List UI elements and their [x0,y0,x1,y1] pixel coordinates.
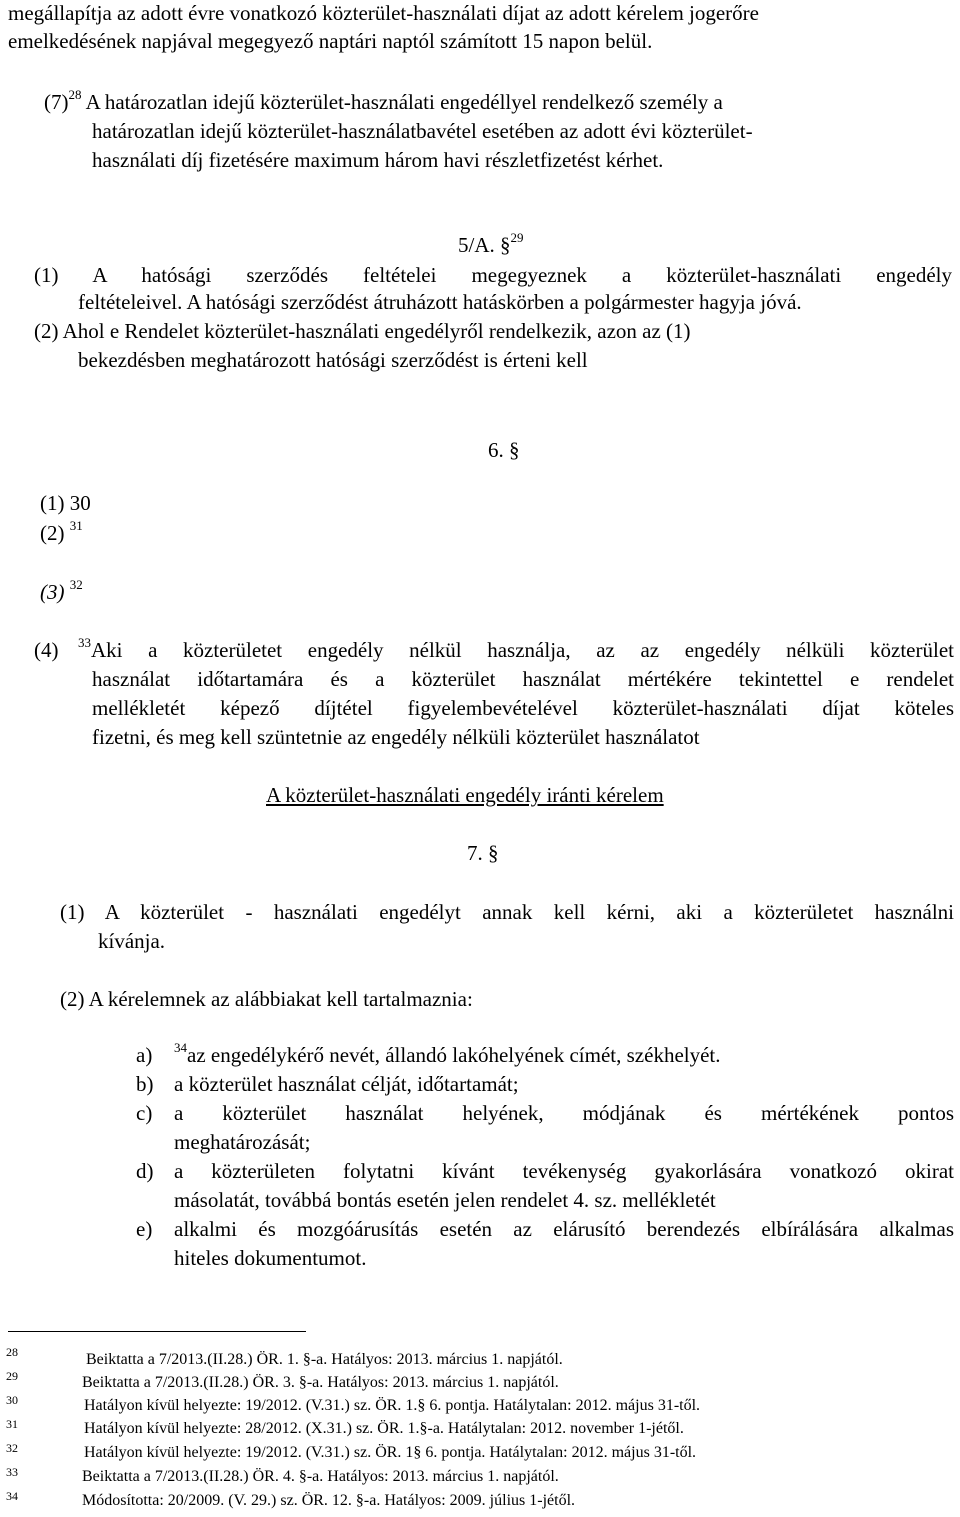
list-item-d-line-2: másolatát, továbbá bontás esetén jelen rendelet 4. sz. mellékletét [174,1188,716,1212]
footnote-ref-28: 28 [68,87,82,102]
section-6-p4-line-2: használat időtartamára és a közterület használat mértékére tekintettel e rendelet [92,667,954,691]
footnote-number: 31 [6,1417,18,1431]
footnote-text: Hatályon kívül helyezte: 19/2012. (V.31.) sz. ÖR. 1§ 6. pontja. Hatálytalan: 2012. május 31-től. [84,1444,697,1461]
footnote-ref-34: 34 [174,1040,187,1055]
footnote-text: Módosította: 20/2009. (V. 29.) sz. ÖR. 12. §-a. Hatályos: 2009. július 1-jétől. [82,1492,576,1509]
section-6-p1: (1) 30 [40,491,91,515]
section-5a-p2-line-2: bekezdésben meghatározott hatósági szerződést is érteni kell [78,348,588,372]
list-item-a-letter: a) [136,1043,153,1067]
list-item-d-letter: d) [136,1159,154,1183]
section-5a-p1-line-2: feltételeivel. A hatósági szerződést átruházott hatáskörben a polgármester hagyja jóvá. [78,290,802,314]
list-item-e-line-2: hiteles dokumentumot. [174,1246,367,1270]
section-6-p4-number: (4) [34,638,59,662]
list-item-b: a közterület használat célját, időtartamát; [174,1072,519,1096]
footnote-text: Beiktatta a 7/2013.(II.28.) ÖR. 4. §-a. Hatályos: 2013. március 1. napjától. [82,1468,559,1485]
footnote-ref-33: 33 [78,635,91,650]
footnote-text: Hatályon kívül helyezte: 19/2012. (V.31.) sz. ÖR. 1.§ 6. pontja. Hatálytalan: 2012. május 31-től. [84,1397,701,1414]
section-7-p1-line-1: (1) A közterület - használati engedélyt annak kell kérni, aki a közterületet használni [60,900,954,924]
footnote-number: 33 [6,1465,18,1479]
section-6-p4-line-1: $^{33}$Aki a közterületet engedély nélkül használja, az az engedély nélküli közterület [78,635,954,662]
footnote-number: 28 [6,1345,18,1359]
footnote-text: Hatályon kívül helyezte: 28/2012. (X.31.) sz. ÖR. 1.§-a. Hatálytalan: 2012. november 1-jétől. [84,1420,684,1437]
footnote-number: 34 [6,1489,18,1503]
list-item-a: $^{34}$az engedélykérő nevét, állandó lakóhelyének címét, székhelyét. [174,1040,721,1067]
para7-line-3: használati díj fizetésére maximum három havi részletfizetést kérhet. [92,148,664,172]
list-item-e-letter: e) [136,1217,153,1241]
para7-line-2: határozatlan idejű közterület-használatbavétel esetében az adott évi közterület- [92,119,753,143]
section-7-heading: 7. § [467,841,499,865]
section-5a-p2-line-1: (2) Ahol e Rendelet közterület-használati engedélyről rendelkezik, azon az (1) [34,319,691,343]
section-5a-title: 5/A. § [458,233,511,257]
list-item-d-line-1: a közterületen folytatni kívánt tevékenység gyakorlására vonatkozó okirat [174,1159,954,1183]
list-item-c-line-2: meghatározását; [174,1130,311,1154]
footnote-ref-32: 32 [69,577,83,592]
section-5a-heading [458,230,524,257]
footnote-number: 32 [6,1441,18,1455]
section-6-p3 [40,577,83,604]
section-7-p2: (2) A kérelemnek az alábbiakat kell tartalmaznia: [60,987,473,1011]
section-5a-p1-line-1: (1) A hatósági szerződés feltételei megegyeznek a közterület-használati engedély [34,263,952,287]
list-item-b-letter: b) [136,1072,154,1096]
section-6-p2-num: (2) [40,521,65,545]
para7-text-1: A határozatlan idejű közterület-használati engedéllyel rendelkező személy a [85,90,723,114]
section-subtitle: A közterület-használati engedély iránti kérelem [266,783,664,807]
section-6-heading: 6. § [488,438,520,462]
intro-line-1: megállapítja az adott évre vonatkozó közterület-használati díjat az adott kérelem jogerőre [8,1,759,25]
list-item-e-line-1: alkalmi és mozgóárusítás esetén az elárusító berendezés elbírálására alkalmas [174,1217,954,1241]
footnote-ref-31: 31 [69,518,83,533]
section-7-p1-line-2: kívánja. [98,929,166,953]
section-6-p4-line-3: mellékletét képező díjtétel figyelembevételével közterület-használati díjat köteles [92,696,954,720]
section-6-p2 [40,518,83,545]
footnote-ref-29: 29 [510,230,524,245]
footnote-text: Beiktatta a 7/2013.(II.28.) ÖR. 3. §-a. Hatályos: 2013. március 1. napjától. [82,1374,559,1391]
intro-line-2: emelkedésének napjával megegyező naptári naptól számított 15 napon belül. [8,29,653,53]
para7-number: (7) [44,90,69,114]
footnote-number: 30 [6,1393,18,1407]
footnote-number: 29 [6,1369,18,1383]
footnote-text: Beiktatta a 7/2013.(II.28.) ÖR. 1. §-a. Hatályos: 2013. március 1. napjától. [86,1351,563,1368]
list-item-c-line-1: a közterület használat helyének, módjának és mértékének pontos [174,1101,954,1125]
footnote-separator [8,1331,306,1332]
section-6-p3-num: (3) [40,580,65,604]
list-item-c-letter: c) [136,1101,153,1125]
para7-line-1 [44,87,723,114]
section-6-p4-line-4: fizetni, és meg kell szüntetnie az engedély nélküli közterület használatot [92,725,700,749]
